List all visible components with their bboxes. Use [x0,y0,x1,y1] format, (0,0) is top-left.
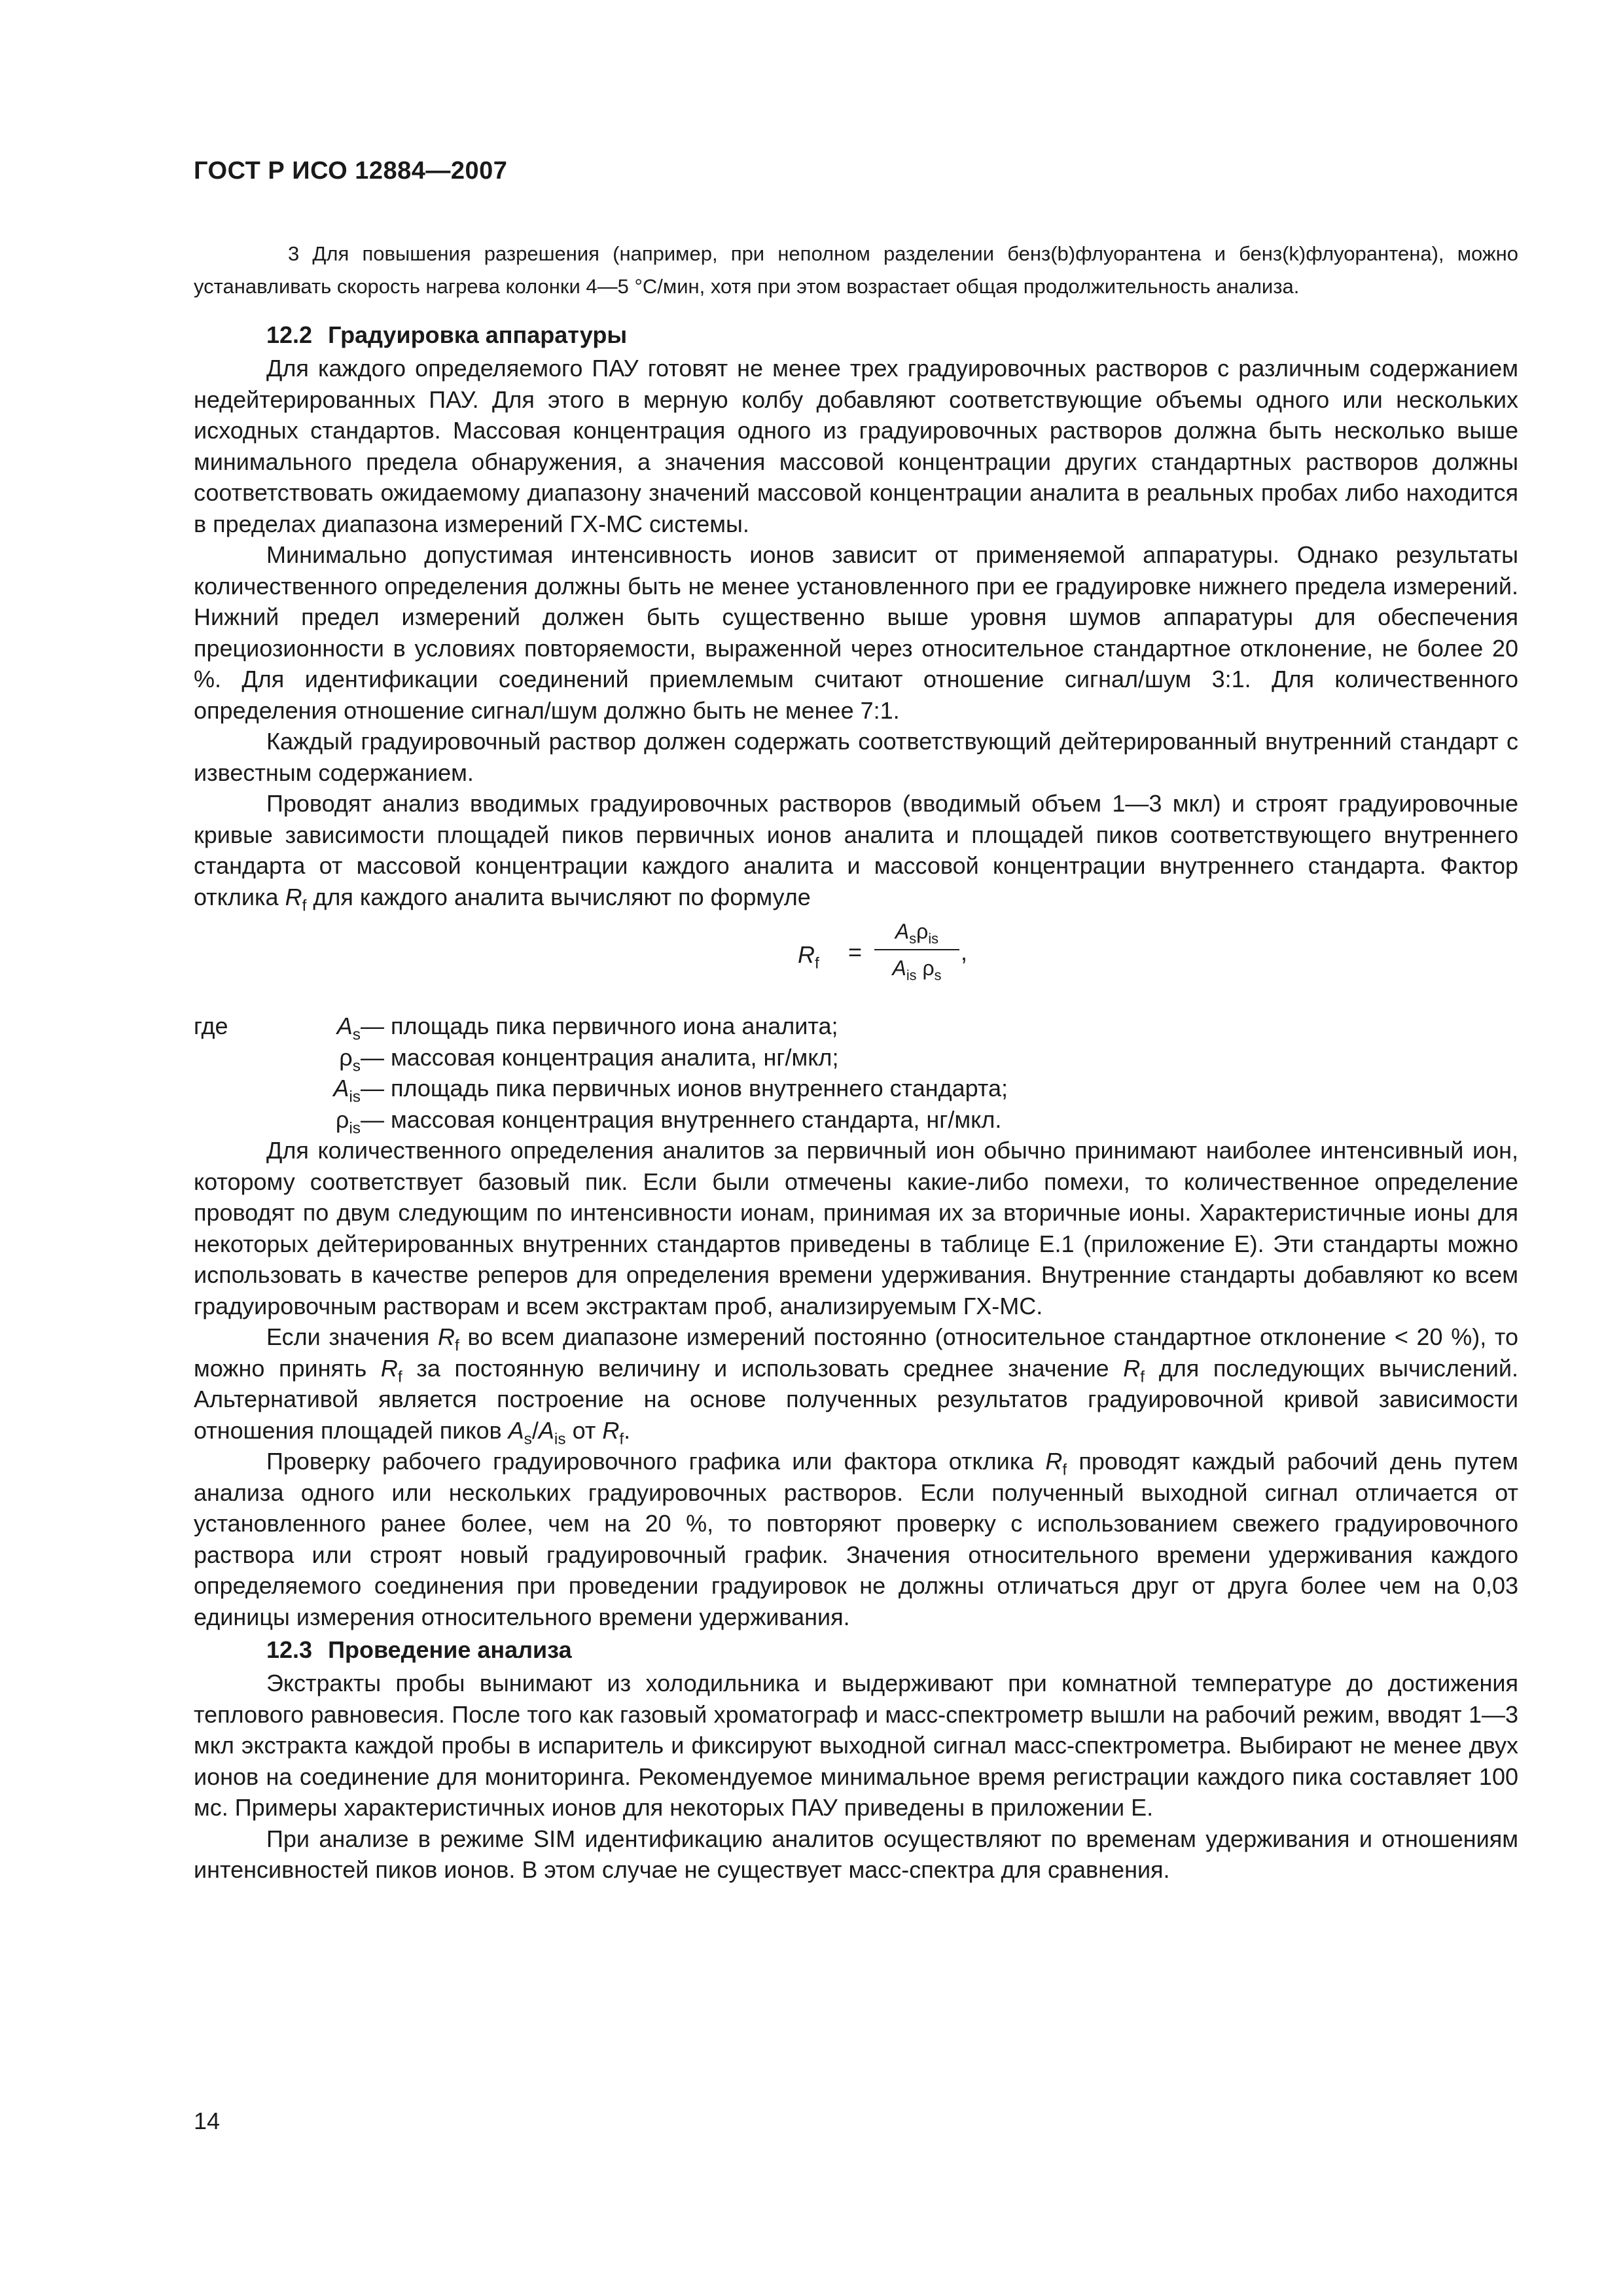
symbol-r: R [285,883,302,910]
definition-symbol [339,1042,361,1073]
symbol-subscript: f [619,1430,624,1448]
symbol-r: R [1045,1448,1063,1475]
paragraph-text: за постоянную величину и использовать среднее значение [416,1354,1109,1382]
paragraph: Минимально допустимая интенсивность ионов зависит от применяемой аппаратуры. Однако результаты количественного определения должны быть не менее установленного при ее градуировке нижнего предела измерений. Нижний предел измерений должен быть существенно выше уровня шумов аппаратуры для обеспечения прециозионности в условиях повторяемости, выраженной через относительное стандартное отклонение, не более 20 %. Для идентификации соединений приемлемым считают отношение сигнал/шум 3:1. Для количественного определения отношение сигнал/шум должно быть не менее 7:1. [194,541,1518,724]
symbol-r: R [437,1323,455,1350]
definition-prefix: где [194,1013,228,1039]
formula-numerator [874,918,959,945]
symbol-subscript: f [397,1368,402,1386]
paragraph-text: . [624,1416,631,1444]
paragraph-rf-constant: Если значения $R_f$ во всем диапазоне измерений постоянно (относительное стандартное отклонение < 20 %), то можно принять $R_f$ за постоянную величину и использовать среднее значение $R_f$ для последующих вычислений. Альтернативой является построение на основе полученных результатов градуировочной кривой зависимости отношения площадей пиков $A_s/A_{is}$ от $R_f$. [194,1323,1518,1448]
section-title: Градуировка аппаратуры [328,321,628,348]
symbol: ρ [339,1043,353,1071]
symbol-r: R [380,1354,398,1382]
symbol-subscript: f [1062,1461,1067,1479]
paragraph-text: для каждого аналита вычисляют по формуле [313,883,811,910]
symbol-subscript: is [554,1430,566,1448]
formula-subscript: is [928,930,939,947]
definition-symbol [336,1104,361,1136]
symbol-subscript: is [349,1119,361,1138]
symbol-subscript: f [454,1336,459,1355]
section-heading-12-3 [194,1632,1518,1668]
definition-text: — массовая концентрация аналита, нг/мкл; [361,1043,839,1071]
paragraph-text: Если значения [266,1323,430,1350]
symbol-r: R [1123,1354,1141,1382]
paragraph: Для каждого определяемого ПАУ готовят не менее трех градуировочных растворов с различным содержанием недейтерированных ПАУ. Для этого в мерную колбу добавляют соответствующие объемы одного или нескольких исходных стандартов. Массовая концентрация одного из градуировочных растворов должна быть несколько выше минимального предела обнаружения, а значения массовой концентрации других стандартных растворов должны соответствовать ожидаемому диапазону значений массовой концентрации аналита в реальных пробах либо находится в пределах диапазона измерений ГХ-МС системы. [194,355,1518,537]
symbol-subscript: s [524,1430,532,1448]
section-number: 12.2 [266,321,313,348]
symbol-subscript: is [349,1088,361,1106]
formula-fraction [874,918,959,982]
definition-text: — площадь пика первичных ионов внутреннего стандарта; [361,1075,1008,1102]
formula-symbol: A [892,956,906,980]
standard-header: ГОСТ Р ИСО 12884—2007 [194,157,508,185]
paragraph-text: проводят каждый рабочий день путем анализа одного или нескольких градуировочных растворов. Если полученный выходной сигнал отличается от установленного ранее более, чем на 20 %, то повторяют проверку с использованием свежего градуировочного раствора или строят новый градуировочный график. Значения относительного времени удерживания каждого определяемого соединения при проведении градуировок не должны отличаться друг от друга более чем на 0,03 единицы измерения относительного времени удерживания. [194,1448,1518,1630]
paragraph: Для количественного определения аналитов за первичный ион обычно принимают наиболее интенсивный ион, которому соответствует базовый пик. Если были отмечены какие-либо помехи, то количественное определение проводят по двум следующим по интенсивности ионам, принимая их за вторичные ионы. Характеристичные ионы для некоторых дейтерированных внутренних стандартов приведены в таблице Е.1 (приложение Е). Эти стандарты можно использовать в качестве реперов для определения времени удерживания. Внутренние стандарты добавляют ко всем градуировочным растворам и всем экстрактам проб, анализируемым ГХ-МС. [194,1137,1518,1319]
symbol: ρ [335,1105,349,1133]
symbol-subscript: f [1140,1368,1145,1386]
paragraph-text: Проверку рабочего градуировочного графика или фактора отклика [266,1448,1034,1475]
formula-lhs [798,941,819,973]
definition-item [194,1042,1518,1073]
formula-symbol: A [895,920,910,943]
paragraph: Экстракты пробы вынимают из холодильника и выдерживают при комнатной температуре до достижения теплового равновесия. После того как газовый хроматограф и масс-спектрометр вышли на рабочий режим, вводят 1—3 мкл экстракта каждой пробы в испаритель и фиксируют выходной сигнал масс-спектрометра. Выбирают не менее двух ионов на соединение для мониторинга. Рекомендуемое минимальное время регистрации каждого пика составляет 100 мс. Примеры характеристичных ионов для некоторых ПАУ приведены в приложении Е. [194,1670,1518,1821]
symbol-a: A [508,1416,524,1444]
paragraph-calibration-check [194,1446,1518,1632]
formula-symbol: ρ [922,956,935,980]
paragraph-text: для последующих вычислений. Альтернативой является построение на основе полученных результатов градуировочной кривой зависимости отношения площадей пиков [194,1354,1518,1444]
section-number: 12.3 [266,1636,313,1663]
symbol-subscript: s [352,1057,361,1075]
formula-comma: , [961,939,968,965]
formula-subscript: s [909,930,917,947]
formula-subscript: s [934,967,942,984]
symbol: A [336,1013,353,1039]
definition-symbol [333,1073,361,1104]
paragraph: Каждый градуировочный раствор должен содержать соответствующий дейтерированный внутренний стандарт с известным содержанием. [194,728,1518,786]
response-factor-formula [194,912,1518,1011]
section-title: Проведение анализа [328,1636,572,1663]
definition-symbol [337,1011,361,1042]
formula-symbol: R [798,941,815,968]
definition-item [194,1073,1518,1104]
section-heading-12-2 [194,317,1518,353]
symbol-r: R [602,1416,620,1444]
formula-definitions [194,1011,1518,1138]
paragraph-response-factor-intro [194,788,1518,915]
paragraph-text: от [572,1416,596,1444]
definition-item [194,1011,1518,1042]
paragraph-text: Проводят анализ вводимых градуировочных растворов (вводимый объем 1—3 мкл) и строят градуировочные кривые зависимости площадей пиков первичных ионов аналита и площадей пиков соответствующего внутреннего стандарта от массовой концентрации каждого аналита и массовой концентрации внутреннего стандарта. Фактор отклика [194,790,1518,910]
formula-symbol: ρ [916,920,929,943]
symbol-a: A [538,1416,554,1444]
definition-text: — массовая концентрация внутреннего стандарта, нг/мкл. [361,1105,1002,1133]
definition-text: — площадь пика первичного иона аналита; [361,1013,838,1039]
symbol: A [333,1075,349,1102]
note-3: 3 Для повышения разрешения (например, при неполном разделении бенз(b)флуорантена и бенз(k)флуорантена), можно устанавливать скорость нагрева колонки 4—5 °С/мин, хотя при этом возрастает общая продолжительность анализа. [194,242,1518,298]
paragraph-text: во всем диапазоне измерений постоянно (относительное стандартное отклонение < 20 %), то можно принять [194,1323,1518,1382]
formula-equals: = [848,939,863,965]
formula-subscript: is [906,967,917,984]
page-number: 14 [194,2108,221,2134]
definition-item [194,1104,1518,1136]
formula-subscript: f [815,954,819,973]
document-page [194,157,1518,1886]
fraction-bar [874,949,959,950]
formula-denominator [874,954,959,982]
paragraph: При анализе в режиме SIM идентификацию аналитов осуществляют по временам удерживания и отношениям интенсивностей пиков ионов. В этом случае не существует масс-спектра для сравнения. [194,1825,1518,1883]
symbol-subscript: s [352,1026,361,1044]
symbol-subscript: f [302,897,307,915]
